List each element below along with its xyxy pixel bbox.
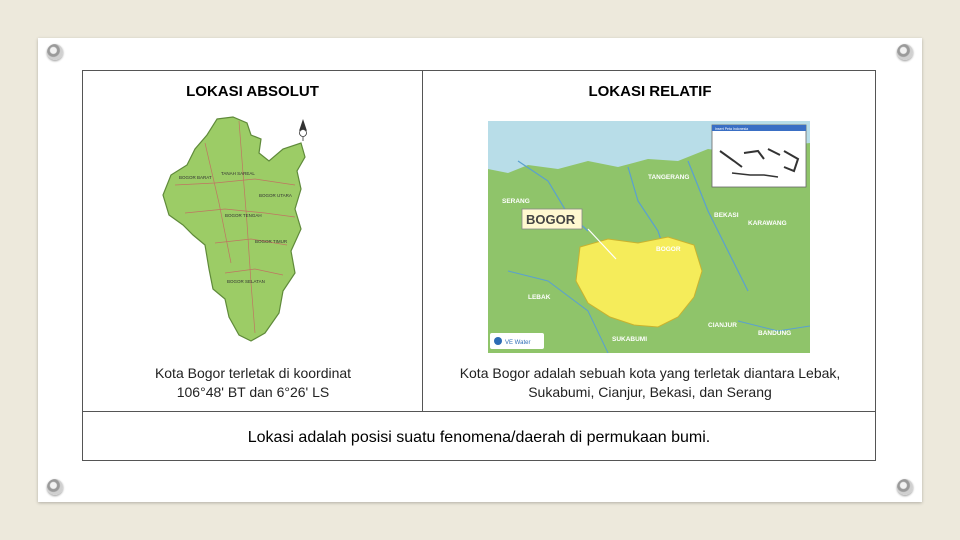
relative-location-map: [488, 121, 810, 353]
absolute-header: LOKASI ABSOLUT: [186, 83, 319, 100]
region-label: SERANG: [502, 198, 530, 205]
corner-pin-bottom-left: [47, 479, 63, 495]
bogor-district-map: [155, 113, 325, 345]
city-boundary-shape: [163, 117, 305, 341]
district-label: TANAH SAREAL: [221, 171, 255, 176]
district-label: BOGOR SELATAN: [227, 279, 265, 284]
row-divider: [83, 411, 875, 412]
region-label: LEBAK: [528, 294, 551, 301]
location-table: [82, 70, 876, 461]
bogor-callout-label: BOGOR: [526, 212, 576, 227]
region-label: BANDUNG: [758, 330, 792, 337]
svg-text:VE Water: VE Water: [505, 340, 531, 346]
corner-pin-top-left: [47, 44, 63, 60]
water-logo: [490, 333, 544, 349]
region-label: CIANJUR: [708, 322, 737, 329]
district-label: BOGOR TENGAH: [225, 213, 262, 218]
relative-caption: Kota Bogor adalah sebuah kota yang terletak diantara Lebak, Sukabumi, Cianjur, Bekasi, dan Serang: [459, 365, 841, 400]
relative-header: LOKASI RELATIF: [588, 83, 712, 100]
region-label: KARAWANG: [748, 220, 787, 227]
region-label: TANGERANG: [648, 174, 690, 181]
absolute-caption: Kota Bogor terletak di koordinat 106°48' BT dan 6°26' LS: [154, 365, 352, 400]
north-arrow-icon: [299, 119, 307, 141]
corner-pin-bottom-right: [897, 479, 913, 495]
region-label: BEKASI: [714, 212, 739, 219]
corner-pin-top-right: [897, 44, 913, 60]
district-label: BOGOR UTARA: [259, 193, 292, 198]
definition-footer: Lokasi adalah posisi suatu fenomena/daerah di permukaan bumi.: [247, 429, 711, 446]
region-label: SUKABUMI: [612, 336, 648, 343]
region-label: BOGOR: [656, 246, 681, 253]
inset-title: Insert Peta Indonesia: [715, 127, 749, 131]
district-label: BOGOR BARAT: [179, 175, 212, 180]
indonesia-inset-map: [712, 125, 806, 187]
column-divider: [422, 71, 423, 411]
district-label: BOGOR TIMUR: [255, 239, 288, 244]
